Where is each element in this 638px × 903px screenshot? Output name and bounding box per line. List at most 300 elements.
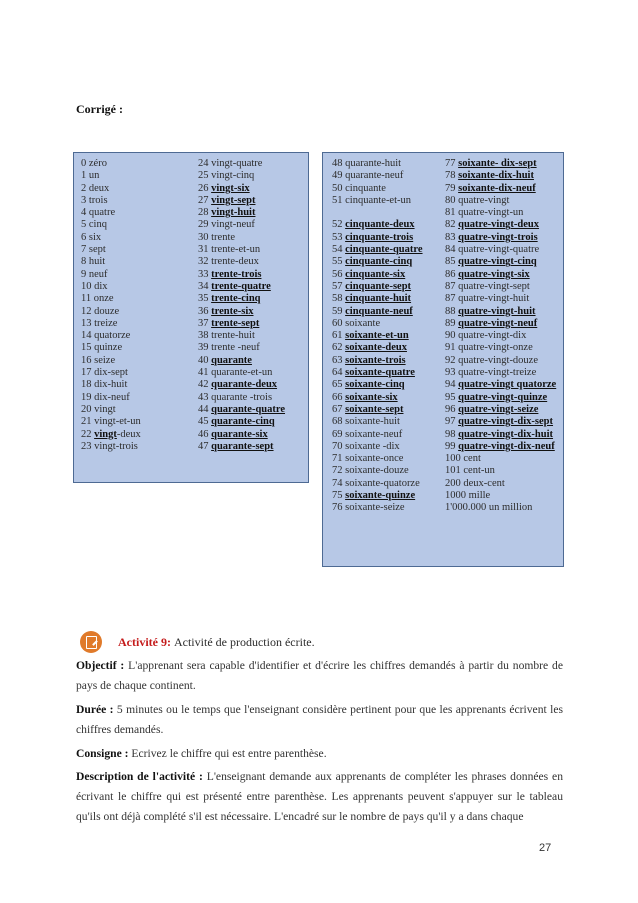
number-row xyxy=(445,269,556,281)
number-digit: 100 xyxy=(445,453,464,465)
number-digit: 56 xyxy=(332,268,346,280)
number-word-highlight: quatre-vingt-neuf xyxy=(458,317,538,329)
number-word-highlight: quatre-vingt-trois xyxy=(458,231,538,243)
number-row xyxy=(445,342,556,354)
number-digit: 50 xyxy=(332,182,346,194)
number-word: cent-un xyxy=(463,465,495,477)
number-row xyxy=(81,207,141,219)
number-word-highlight: cinquante-deux xyxy=(345,219,415,231)
number-word: quatre-vingt xyxy=(458,194,510,206)
number-digit: 59 xyxy=(332,305,346,317)
number-digit: 77 xyxy=(445,158,459,169)
number-word: vingt-quatre xyxy=(211,158,263,169)
number-word-highlight: soixante-cinq xyxy=(345,379,405,391)
number-word: soixante-once xyxy=(345,453,404,465)
number-digit: 91 xyxy=(445,342,459,354)
number-word: quatre-vingt-onze xyxy=(458,342,533,354)
number-digit: 98 xyxy=(445,428,459,440)
number-row xyxy=(81,306,141,318)
number-word-highlight: soixante-deux xyxy=(345,342,407,354)
number-row xyxy=(198,367,285,379)
number-word: cinquante xyxy=(345,182,386,194)
number-digit: 200 xyxy=(445,477,464,489)
number-row xyxy=(332,306,423,318)
number-row xyxy=(81,404,141,416)
number-word: six xyxy=(88,231,102,243)
number-row xyxy=(81,441,141,453)
number-row xyxy=(198,330,285,342)
number-digit: 42 xyxy=(198,379,212,391)
number-row xyxy=(445,158,556,170)
number-row xyxy=(81,256,141,268)
number-digit: 4 xyxy=(81,207,89,219)
number-row xyxy=(198,404,285,416)
number-row xyxy=(332,330,423,342)
number-row xyxy=(332,170,423,182)
number-digit: 93 xyxy=(445,367,459,379)
number-word: vingt xyxy=(94,403,116,415)
number-row xyxy=(332,183,423,195)
number-word: dix-sept xyxy=(94,367,128,379)
number-digit: 49 xyxy=(332,170,346,182)
number-word: vingt-neuf xyxy=(211,219,255,231)
number-digit: 57 xyxy=(332,280,346,292)
number-word-highlight: quarante-quatre xyxy=(211,403,286,415)
number-row xyxy=(445,256,556,268)
number-row xyxy=(445,170,556,182)
number-digit: 40 xyxy=(198,354,212,366)
number-word-highlight: soixante-dix-huit xyxy=(458,170,534,182)
number-word: quatre xyxy=(88,207,116,219)
number-word-highlight: cinquante-six xyxy=(345,268,406,280)
number-digit: 78 xyxy=(445,170,459,182)
number-row xyxy=(445,207,556,219)
number-row xyxy=(332,441,423,453)
number-word: vingt-cinq xyxy=(211,170,255,182)
number-word: quatorze xyxy=(94,330,131,342)
number-word: mille xyxy=(468,490,491,502)
number-row xyxy=(198,392,285,404)
number-word-highlight: vingt-sept xyxy=(211,194,256,206)
number-digit: 13 xyxy=(81,317,95,329)
activity-header xyxy=(80,630,315,654)
number-digit: 38 xyxy=(198,330,212,342)
number-row xyxy=(332,392,423,404)
number-word: neuf xyxy=(88,268,108,280)
activity-text: Activité de production écrite. xyxy=(173,634,315,649)
number-word: dix xyxy=(94,280,108,292)
section-heading: Corrigé : xyxy=(76,102,123,116)
number-row xyxy=(445,232,556,244)
number-digit: 34 xyxy=(198,280,212,292)
number-digit: 94 xyxy=(445,379,459,391)
number-digit: 90 xyxy=(445,330,459,342)
number-word-highlight: trente-quatre xyxy=(211,280,271,292)
number-row xyxy=(81,183,141,195)
number-digit: 33 xyxy=(198,268,212,280)
number-digit: 29 xyxy=(198,219,212,231)
number-digit: 22 xyxy=(81,428,95,440)
number-row xyxy=(81,355,141,367)
number-word: seize xyxy=(94,354,116,366)
number-word-highlight: quatre-vingt-deux xyxy=(458,219,540,231)
number-row xyxy=(198,183,285,195)
number-digit: 30 xyxy=(198,231,212,243)
number-row xyxy=(198,281,285,293)
number-word: zéro xyxy=(88,158,107,169)
number-digit: 43 xyxy=(198,391,212,403)
number-word: soixante -dix xyxy=(345,440,400,452)
number-digit: 11 xyxy=(81,293,94,305)
number-word-highlight: quatre-vingt-dix-huit xyxy=(458,428,554,440)
number-digit: 80 xyxy=(445,194,459,206)
number-word-highlight: vingt-huit xyxy=(211,207,256,219)
number-digit: 1'000.000 xyxy=(445,502,489,514)
page-number: 27 xyxy=(539,842,552,854)
number-row xyxy=(81,330,141,342)
number-word: cinq xyxy=(88,219,107,231)
numbers-box-left xyxy=(73,152,309,483)
number-row xyxy=(198,416,285,428)
activity-colon: : xyxy=(166,634,171,649)
number-row xyxy=(332,256,423,268)
number-digit: 21 xyxy=(81,416,95,428)
number-digit: 97 xyxy=(445,416,459,428)
number-row xyxy=(81,342,141,354)
number-word: onze xyxy=(93,293,114,305)
number-word: soixante-douze xyxy=(345,465,409,477)
number-row xyxy=(198,379,285,391)
description-label: Description de l'activité : xyxy=(76,770,203,783)
number-word-highlight: vingt-six xyxy=(211,182,250,194)
number-digit: 15 xyxy=(81,342,95,354)
number-row xyxy=(445,355,556,367)
number-word-highlight: soixante-sept xyxy=(345,403,404,415)
number-row xyxy=(445,281,556,293)
number-word: -deux xyxy=(116,428,141,440)
number-word-highlight: quatre-vingt-huit xyxy=(458,305,536,317)
number-word: soixante-neuf xyxy=(345,428,403,440)
number-row xyxy=(198,269,285,281)
number-word: quatre-vingt-un xyxy=(458,207,524,219)
number-row xyxy=(332,269,423,281)
number-digit: 69 xyxy=(332,428,346,440)
number-word-highlight: vingt xyxy=(94,428,117,440)
number-row xyxy=(198,170,285,182)
number-row xyxy=(445,416,556,428)
number-row xyxy=(445,195,556,207)
number-word-highlight: trente-cinq xyxy=(211,293,261,305)
number-row xyxy=(332,502,423,514)
number-digit: 19 xyxy=(81,391,95,403)
number-row xyxy=(445,306,556,318)
number-digit: 23 xyxy=(81,440,95,452)
number-row xyxy=(81,281,141,293)
numbers-column xyxy=(445,158,556,515)
number-digit: 3 xyxy=(81,194,89,206)
number-word: quatre-vingt-treize xyxy=(458,367,537,379)
number-digit: 0 xyxy=(81,158,89,169)
number-row xyxy=(198,232,285,244)
number-digit: 12 xyxy=(81,305,95,317)
number-word-highlight: quatre-vingt-quinze xyxy=(458,391,548,403)
number-row xyxy=(332,367,423,379)
number-row xyxy=(445,219,556,231)
number-row xyxy=(81,269,141,281)
number-word-highlight: cinquante-neuf xyxy=(345,305,413,317)
number-row xyxy=(198,256,285,268)
number-word-highlight: quarante xyxy=(211,354,252,366)
number-row xyxy=(81,293,141,305)
number-digit: 1 xyxy=(81,170,89,182)
number-word: quarante-et-un xyxy=(211,367,273,379)
number-word: quatre-vingt-sept xyxy=(458,280,530,292)
number-digit: 75 xyxy=(332,490,346,502)
number-digit: 71 xyxy=(332,453,346,465)
number-digit: 16 xyxy=(81,354,95,366)
number-row xyxy=(445,502,556,514)
number-word-highlight: quatre-vingt-dix-sept xyxy=(458,416,554,428)
number-word-highlight: cinquante-huit xyxy=(345,293,412,305)
number-digit: 62 xyxy=(332,342,346,354)
number-row xyxy=(81,195,141,207)
duree-label: Durée : xyxy=(76,703,114,716)
number-digit: 58 xyxy=(332,293,346,305)
number-row xyxy=(445,330,556,342)
number-word: quatre-vingt-dix xyxy=(458,330,527,342)
number-word: soixante-quatorze xyxy=(345,477,420,489)
number-row xyxy=(332,453,423,465)
number-digit: 68 xyxy=(332,416,346,428)
number-word: vingt-trois xyxy=(94,440,138,452)
number-row xyxy=(81,244,141,256)
number-word: soixante-huit xyxy=(345,416,400,428)
number-digit: 9 xyxy=(81,268,89,280)
number-digit: 60 xyxy=(332,317,346,329)
number-digit: 35 xyxy=(198,293,212,305)
number-digit: 54 xyxy=(332,244,346,256)
number-digit: 37 xyxy=(198,317,212,329)
number-digit: 84 xyxy=(445,244,459,256)
number-row xyxy=(445,367,556,379)
number-row xyxy=(332,195,423,207)
number-word: treize xyxy=(94,317,118,329)
consigne-paragraph xyxy=(76,744,563,764)
number-row xyxy=(81,379,141,391)
number-digit: 72 xyxy=(332,465,346,477)
number-word: trente -neuf xyxy=(211,342,260,354)
number-word-highlight: soixante-dix-neuf xyxy=(458,182,536,194)
number-digit: 64 xyxy=(332,367,346,379)
number-digit: 41 xyxy=(198,367,212,379)
number-row xyxy=(332,232,423,244)
number-word: quatre-vingt-douze xyxy=(458,354,539,366)
number-digit: 79 xyxy=(445,182,459,194)
number-digit: 61 xyxy=(332,330,346,342)
number-row xyxy=(445,465,556,477)
number-word-highlight: quatre-vingt-seize xyxy=(458,403,539,415)
number-word-highlight: quatre-vingt-cinq xyxy=(458,256,537,268)
number-row xyxy=(445,404,556,416)
number-row xyxy=(445,478,556,490)
objectif-label: Objectif : xyxy=(76,659,125,672)
number-row xyxy=(81,158,141,170)
number-word-highlight: cinquante-cinq xyxy=(345,256,413,268)
writing-activity-icon xyxy=(80,631,102,653)
number-digit: 96 xyxy=(445,403,459,415)
number-row xyxy=(445,441,556,453)
number-row xyxy=(198,306,285,318)
number-digit: 83 xyxy=(445,231,459,243)
number-row xyxy=(332,281,423,293)
number-word: quarante -trois xyxy=(211,391,273,403)
number-row xyxy=(198,293,285,305)
number-word: cinquante-et-un xyxy=(345,194,412,206)
duree-text: 5 minutes ou le temps que l'enseignant considère pertinent pour que les apprenants écrivent les chiffres demandés. xyxy=(76,703,563,736)
number-row xyxy=(332,342,423,354)
number-digit: 52 xyxy=(332,219,346,231)
numbers-box-right xyxy=(322,152,564,567)
number-digit: 10 xyxy=(81,280,95,292)
number-digit: 81 xyxy=(445,207,459,219)
number-word: cent xyxy=(463,453,481,465)
number-word-highlight: quarante-sept xyxy=(211,440,274,452)
number-word: deux-cent xyxy=(463,477,505,489)
number-row xyxy=(332,404,423,416)
consigne-text: Ecrivez le chiffre qui est entre parenthèse. xyxy=(131,747,327,760)
number-word-highlight: quatre-vingt-six xyxy=(458,268,530,280)
number-digit: 82 xyxy=(445,219,459,231)
number-row xyxy=(332,158,423,170)
number-row xyxy=(81,170,141,182)
number-digit: 31 xyxy=(198,244,212,256)
number-digit: 17 xyxy=(81,367,95,379)
number-row xyxy=(332,244,423,256)
number-row xyxy=(332,318,423,330)
number-digit: 87 xyxy=(445,280,459,292)
number-digit: 27 xyxy=(198,194,212,206)
number-row xyxy=(332,293,423,305)
number-row xyxy=(445,379,556,391)
number-digit: 74 xyxy=(332,477,346,489)
number-word: sept xyxy=(88,244,106,256)
number-word-highlight: soixante-quatre xyxy=(345,367,415,379)
number-row xyxy=(198,342,285,354)
number-row xyxy=(198,355,285,367)
number-digit: 89 xyxy=(445,317,459,329)
number-digit: 88 xyxy=(445,305,459,317)
number-word-highlight: soixante-et-un xyxy=(345,330,409,342)
number-digit: 86 xyxy=(445,268,459,280)
number-row xyxy=(445,244,556,256)
number-word: quatre-vingt-quatre xyxy=(458,244,540,256)
number-word: un million xyxy=(488,502,533,514)
number-digit: 92 xyxy=(445,354,459,366)
number-word-highlight: trente-trois xyxy=(211,268,262,280)
number-row xyxy=(445,183,556,195)
number-word-highlight: trente-sept xyxy=(211,317,260,329)
number-digit: 5 xyxy=(81,219,89,231)
number-row xyxy=(445,453,556,465)
number-word: trente-et-un xyxy=(211,244,261,256)
number-digit: 36 xyxy=(198,305,212,317)
number-row xyxy=(198,244,285,256)
number-digit: 65 xyxy=(332,379,346,391)
number-digit: 99 xyxy=(445,440,459,452)
number-digit: 67 xyxy=(332,403,346,415)
number-word: trois xyxy=(88,194,108,206)
number-digit: 7 xyxy=(81,244,89,256)
objectif-text: L'apprenant sera capable d'identifier et d'écrire les chiffres demandés à partir du nombre de pays de chaque continent. xyxy=(76,659,563,692)
number-word-highlight: cinquante-quatre xyxy=(345,244,423,256)
number-row xyxy=(198,207,285,219)
number-word: deux xyxy=(88,182,110,194)
number-digit: 46 xyxy=(198,428,212,440)
number-word: trente-deux xyxy=(211,256,259,268)
number-digit: 1000 xyxy=(445,490,469,502)
number-word-highlight: soixante-trois xyxy=(345,354,406,366)
number-word: quinze xyxy=(94,342,123,354)
number-digit: 55 xyxy=(332,256,346,268)
number-row xyxy=(445,392,556,404)
number-digit: 63 xyxy=(332,354,346,366)
number-row xyxy=(332,465,423,477)
number-digit: 87 xyxy=(445,293,459,305)
number-word: quatre-vingt-huit xyxy=(458,293,530,305)
number-word: dix-neuf xyxy=(94,391,130,403)
number-word-highlight: trente-six xyxy=(211,305,254,317)
number-digit: 24 xyxy=(198,158,212,169)
number-row xyxy=(198,441,285,453)
description-paragraph xyxy=(76,767,563,827)
number-row xyxy=(81,429,141,441)
numbers-column xyxy=(332,158,423,515)
number-row xyxy=(332,207,423,219)
number-row xyxy=(332,490,423,502)
number-word: trente xyxy=(211,231,236,243)
number-row xyxy=(445,293,556,305)
number-word: vingt-et-un xyxy=(94,416,141,428)
number-word: soixante xyxy=(345,317,381,329)
number-word: quarante-huit xyxy=(345,158,402,169)
number-word-highlight: soixante-six xyxy=(345,391,398,403)
number-digit: 66 xyxy=(332,391,346,403)
activity-title: Activité 9 xyxy=(118,634,167,649)
number-row xyxy=(332,379,423,391)
number-digit: 47 xyxy=(198,440,212,452)
number-row xyxy=(332,219,423,231)
description-text: L'enseignant demande aux apprenants de compléter les phrases données en écrivant le chiffre qui est présenté entre parenthèse. Les apprenants peuvent s'appuyer sur le tableau qu'ils ont déjà complété s'il est nécessaire. L'encadré sur le nombre de pays qu'il y a dans chaque xyxy=(76,770,563,823)
number-digit: 95 xyxy=(445,391,459,403)
number-word-highlight: soixante- dix-sept xyxy=(458,158,537,169)
number-word-highlight: soixante-quinze xyxy=(345,490,416,502)
number-row xyxy=(198,158,285,170)
numbers-column xyxy=(198,158,285,453)
objectif-paragraph xyxy=(76,656,563,696)
number-digit: 26 xyxy=(198,182,212,194)
number-row xyxy=(198,219,285,231)
number-word: un xyxy=(88,170,100,182)
number-digit: 18 xyxy=(81,379,95,391)
number-digit: 76 xyxy=(332,502,346,514)
number-row xyxy=(198,429,285,441)
number-digit: 14 xyxy=(81,330,95,342)
number-row xyxy=(332,355,423,367)
number-digit: 51 xyxy=(332,194,346,206)
number-row xyxy=(81,219,141,231)
number-word-highlight: quarante-six xyxy=(211,428,268,440)
consigne-label: Consigne : xyxy=(76,747,129,760)
